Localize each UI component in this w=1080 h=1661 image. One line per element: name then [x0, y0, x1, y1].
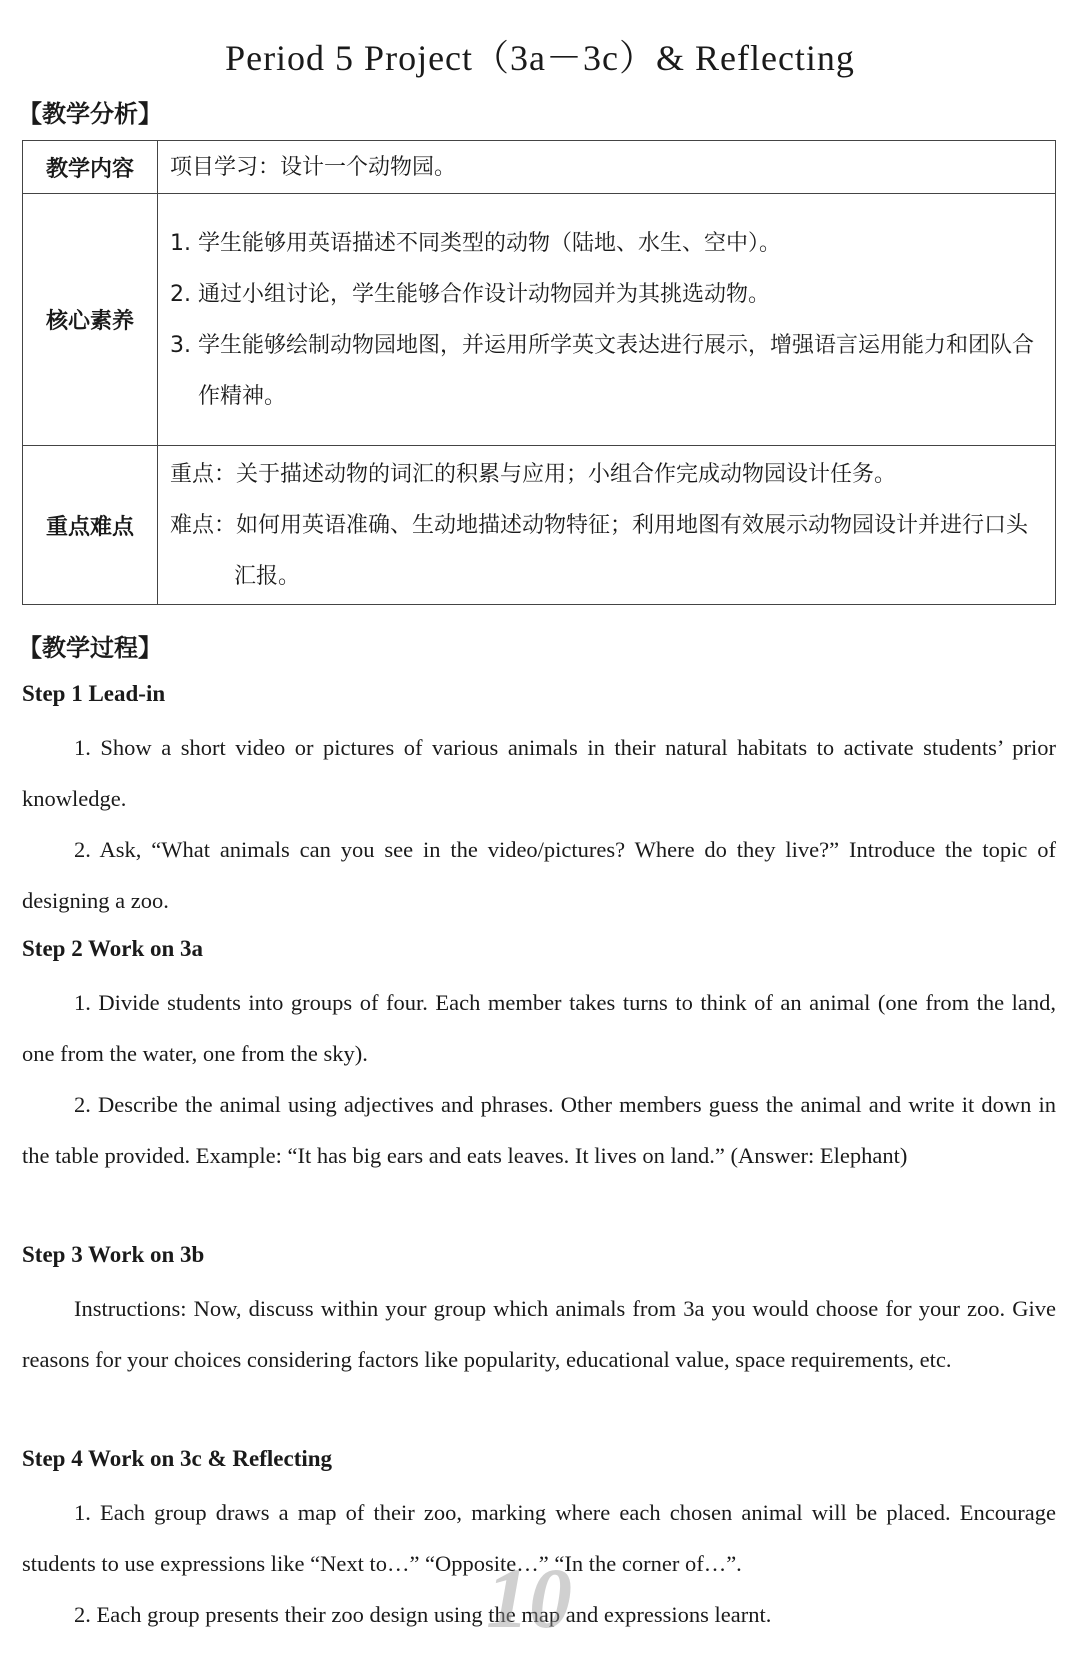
row-content: [158, 446, 1056, 605]
content-line: 难点：如何用英语准确、生动地描述动物特征；利用地图有效展示动物园设计并进行口头汇报。: [170, 512, 1029, 589]
table-row: [23, 141, 1056, 194]
page-number: 10: [486, 1550, 572, 1646]
paragraph: 1. Show a short video or pictures of various animals in their natural habitats to activate students’ prior knowledge.: [22, 735, 1056, 811]
step-body: [22, 722, 1056, 926]
page-title: Period 5 Project（3a－3c）& Reflecting: [225, 38, 855, 78]
content-line: 项目学习：设计一个动物园。: [170, 154, 457, 180]
section-heading-process: 【教学过程】: [18, 634, 162, 662]
row-content: [158, 141, 1056, 194]
step-heading: Step 3 Work on 3b: [22, 1242, 205, 1267]
paragraph: Instructions: Now, discuss within your group which animals from 3a you would choose for your zoo. Give reasons for your choices considering factors like popularity, educational value, space requirements, etc.: [22, 1296, 1056, 1372]
paragraph: 1. Each group draws a map of their zoo, marking where each chosen animal will be placed. Encourage students to use expressions like “Next to…” “Opposite…” “In the corner of…”.: [22, 1500, 1056, 1576]
analysis-table: [22, 140, 1056, 605]
content-line: 2. 通过小组讨论，学生能够合作设计动物园并为其挑选动物。: [170, 281, 770, 307]
row-label: 核心素养: [23, 194, 158, 446]
step-heading: Step 4 Work on 3c & Reflecting: [22, 1446, 333, 1471]
table-row: [23, 446, 1056, 605]
paragraph: 2. Each group presents their zoo design using the map and expressions learnt.: [74, 1602, 772, 1627]
row-label: 教学内容: [23, 141, 158, 194]
paragraph: 1. Divide students into groups of four. Each member takes turns to think of an animal (one from the land, one from the water, one from the sky).: [22, 990, 1056, 1066]
step-heading: Step 1 Lead-in: [22, 681, 166, 706]
content-line: 重点：关于描述动物的词汇的积累与应用；小组合作完成动物园设计任务。: [170, 461, 897, 487]
row-label: 重点难点: [23, 446, 158, 605]
table-row: [23, 194, 1056, 446]
paragraph: 2. Ask, “What animals can you see in the video/pictures? Where do they live?” Introduce the topic of designing a zoo.: [22, 837, 1056, 913]
step-body: [22, 1283, 1056, 1385]
paragraph: 2. Describe the animal using adjectives and phrases. Other members guess the animal and write it down in the table provided. Example: “It has big ears and eats leaves. It lives on land.” (Answer: Elephant): [22, 1092, 1056, 1168]
step-body: [22, 977, 1056, 1181]
row-content: [158, 194, 1056, 446]
content-line: 3. 学生能够绘制动物园地图，并运用所学英文表达进行展示，增强语言运用能力和团队合作精神。: [170, 332, 1034, 409]
content-line: 1. 学生能够用英语描述不同类型的动物（陆地、水生、空中）。: [170, 230, 781, 256]
section-heading-analysis: 【教学分析】: [18, 100, 162, 128]
step-heading: Step 2 Work on 3a: [22, 936, 204, 961]
